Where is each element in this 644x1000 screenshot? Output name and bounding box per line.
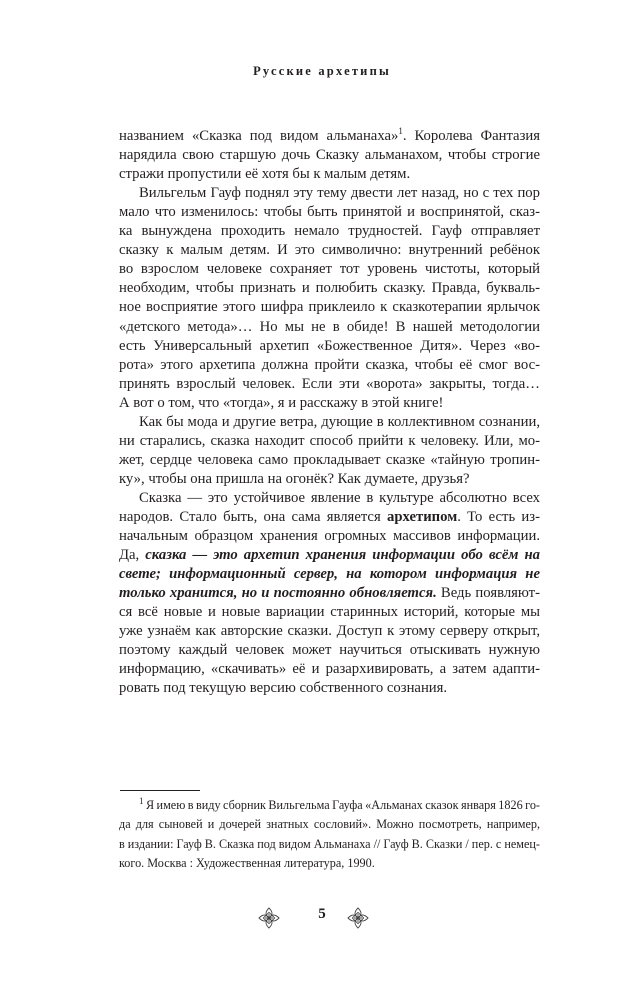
line-content bbox=[119, 508, 540, 527]
text-segment: жет, сердце человека само прокладывает сказке «тайную тропин- bbox=[119, 451, 540, 468]
line-content bbox=[119, 641, 540, 660]
line-content bbox=[119, 835, 540, 854]
text-line bbox=[119, 603, 540, 622]
text-segment: поэтому каждый человек может научиться отыскивать нужную bbox=[119, 642, 540, 659]
text-line bbox=[119, 356, 540, 375]
text-line bbox=[119, 546, 540, 565]
text-line bbox=[119, 394, 540, 413]
line-content bbox=[119, 660, 540, 679]
line-content bbox=[119, 584, 540, 603]
text-segment: принять взрослый человек. Если эти «ворота» закрыты, тогда… bbox=[119, 375, 540, 392]
text-segment: народов. Стало быть, она сама является bbox=[119, 509, 387, 525]
text-segment: необходим, чтобы признать и полюбить сказку. Правда, букваль- bbox=[119, 280, 540, 297]
text-line bbox=[119, 641, 540, 660]
ornament-right-icon bbox=[347, 907, 369, 929]
running-title: Русские архетипы bbox=[253, 64, 391, 78]
text-segment: Ведь появляют- bbox=[436, 585, 540, 602]
text-line bbox=[119, 337, 540, 356]
text-line bbox=[119, 622, 540, 641]
text-segment: нарядила свою старшую дочь Сказку альманахом, чтобы строгие bbox=[119, 147, 540, 164]
text-line bbox=[119, 451, 540, 470]
text-segment: ровать под текущую версию собственного сознания. bbox=[119, 680, 448, 697]
line-content bbox=[119, 394, 443, 413]
line-content bbox=[139, 489, 540, 508]
text-line bbox=[119, 279, 540, 298]
page-number: 5 bbox=[318, 906, 326, 922]
line-content bbox=[119, 203, 540, 222]
text-segment: свете; информационный сервер, на котором информация не bbox=[119, 566, 540, 583]
line-content bbox=[139, 413, 540, 432]
line-content bbox=[119, 603, 540, 622]
text-line bbox=[119, 508, 540, 527]
text-segment: А вот о том, что «тогда», я и расскажу в этой книге! bbox=[119, 394, 444, 411]
text-segment: архетипом bbox=[386, 509, 458, 525]
line-content bbox=[119, 279, 540, 298]
text-segment: . Королева Фантазия bbox=[402, 128, 540, 144]
line-content bbox=[119, 241, 540, 260]
line-content bbox=[119, 127, 540, 146]
line-content bbox=[119, 337, 540, 356]
text-line bbox=[119, 679, 540, 698]
text-segment: да для сыновей и дочерей знатных сословий». Можно посмотреть, например, bbox=[119, 817, 540, 832]
text-line bbox=[119, 318, 540, 337]
text-segment: кого. Москва : Художественная литература, 1990. bbox=[119, 855, 375, 870]
text-line bbox=[119, 660, 540, 679]
footnote-divider bbox=[120, 790, 200, 791]
text-segment: Как бы мода и другие ветра, дующие в коллективном сознании, bbox=[139, 413, 540, 430]
line-content bbox=[119, 679, 447, 698]
line-content bbox=[139, 184, 540, 203]
text-line bbox=[119, 413, 540, 432]
text-line bbox=[119, 565, 540, 584]
line-content bbox=[119, 451, 540, 470]
text-line bbox=[119, 489, 540, 508]
line-content bbox=[119, 546, 540, 565]
text-segment: ное восприятие этого шифра приклеило к сказкотерапии ярлычок bbox=[119, 299, 540, 316]
text-segment: стражи пропустили её хотя бы к малым детям. bbox=[119, 166, 411, 183]
text-line bbox=[119, 127, 540, 146]
line-content bbox=[119, 222, 540, 241]
line-content bbox=[119, 470, 470, 489]
text-segment: . То есть из- bbox=[457, 509, 540, 525]
text-segment: мало что изменилось: чтобы быть принятой и воспринятой, сказ- bbox=[119, 204, 540, 221]
text-segment: Да, bbox=[119, 547, 146, 564]
text-segment: ка вынуждена проходить немало трудностей. Гауф отправляет bbox=[119, 223, 540, 240]
text-segment: начальным образцом хранения огромных массивов информации. bbox=[119, 528, 540, 545]
text-segment: сказку к малым детям. И это символично: внутренний ребёнок bbox=[119, 242, 540, 259]
text-segment: сказка — это архетип хранения информации обо всём на bbox=[145, 547, 540, 564]
text-line bbox=[119, 165, 540, 184]
line-content bbox=[119, 356, 540, 375]
text-line bbox=[119, 470, 540, 489]
line-content bbox=[139, 796, 540, 815]
text-segment: ся всё новые и новые вариации старинных историй, которые мы bbox=[119, 604, 540, 621]
text-line bbox=[119, 222, 540, 241]
footnote-marker: 1 bbox=[398, 126, 403, 137]
text-line bbox=[119, 375, 540, 394]
text-segment: Сказка — это устойчивое явление в культуре абсолютно всех bbox=[139, 489, 540, 506]
line-content bbox=[119, 260, 540, 279]
text-segment: рота» этого архетипа должна пройти сказка, чтобы её смог вос- bbox=[119, 356, 540, 373]
text-line bbox=[119, 584, 540, 603]
text-segment: уже узнаём как авторские сказки. Доступ к этому серверу открыт, bbox=[119, 623, 540, 640]
footnote-line bbox=[119, 854, 540, 873]
text-segment: Я имею в виду сборник Вильгельма Гауфа «Альманах сказок января 1826 го- bbox=[143, 798, 540, 812]
text-segment: названием «Сказка под видом альманаха» bbox=[119, 128, 399, 144]
text-segment: только хранится, но и постоянно обновляется. bbox=[119, 585, 437, 602]
line-content bbox=[119, 622, 540, 641]
text-line bbox=[119, 146, 540, 165]
text-segment: ку», чтобы она пришла на огонёк? Как думаете, друзья? bbox=[119, 470, 470, 487]
text-line bbox=[119, 241, 540, 260]
footnote-line bbox=[119, 796, 540, 815]
text-line bbox=[119, 298, 540, 317]
text-line bbox=[119, 527, 540, 546]
text-segment: есть Универсальный архетип «Божественное Дитя». Через «во- bbox=[119, 337, 540, 354]
text-segment: Вильгельм Гауф поднял эту тему двести лет назад, но с тех пор bbox=[139, 185, 540, 202]
line-content bbox=[119, 375, 540, 394]
text-line bbox=[119, 432, 540, 451]
line-content bbox=[119, 165, 410, 184]
text-line bbox=[119, 184, 540, 203]
line-content bbox=[119, 318, 540, 337]
text-segment: ни старались, сказка находит способ прийти к человеку. Или, мо- bbox=[119, 432, 540, 449]
line-content bbox=[119, 815, 540, 834]
line-content bbox=[119, 298, 540, 317]
line-content bbox=[119, 565, 540, 584]
text-segment: «детского метода»… Но мы не в обиде! В нашей методологии bbox=[119, 318, 540, 335]
line-content bbox=[119, 146, 540, 165]
footnote-marker: 1 bbox=[139, 795, 144, 806]
line-content bbox=[119, 527, 540, 546]
text-line bbox=[119, 260, 540, 279]
footnote-line bbox=[119, 815, 540, 834]
footnote-line bbox=[119, 835, 540, 854]
text-segment: во взрослом человеке сохраняет тот уровень чистоты, который bbox=[119, 261, 540, 278]
line-content bbox=[119, 854, 375, 873]
text-segment: в издании: Гауф В. Сказка под видом Альманаха // Гауф В. Сказки / пер. с немец- bbox=[119, 836, 540, 851]
line-content bbox=[119, 432, 540, 451]
text-line bbox=[119, 203, 540, 222]
text-segment: информацию, «скачивать» её и разархивировать, а затем адапти- bbox=[119, 661, 540, 678]
